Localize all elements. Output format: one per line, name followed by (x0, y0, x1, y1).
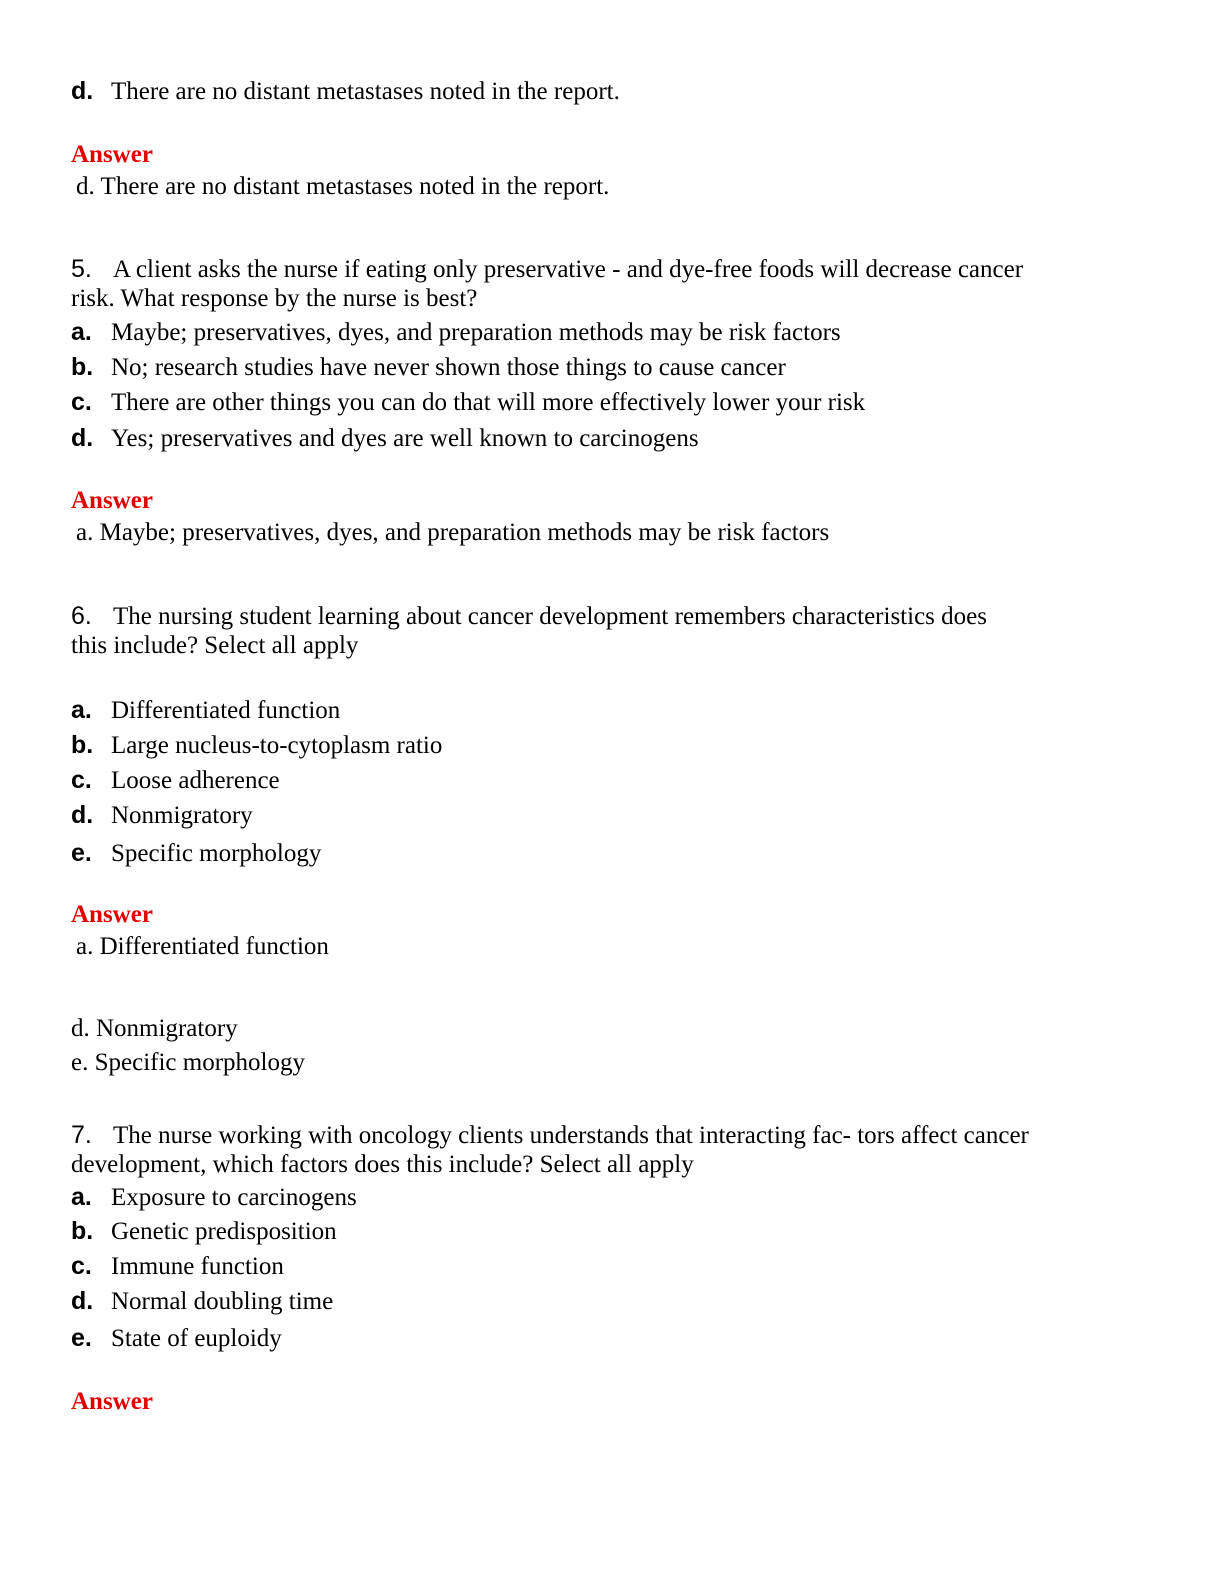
q4-option-d (71, 76, 620, 107)
question-stem: The nurse working with oncology clients understands that interacting fac- tors affect cancer (113, 1122, 1029, 1149)
option-text: No; research studies have never shown those things to cause cancer (111, 354, 786, 381)
option-letter: c. (71, 388, 92, 416)
option-letter: e. (71, 839, 92, 867)
option-text: Large nucleus-to-cytoplasm ratio (111, 732, 443, 759)
question-stem: A client asks the nurse if eating only preservative - and dye-free foods will decrease cancer (113, 256, 1024, 283)
option-letter: c. (71, 1252, 92, 1280)
q4-answer-label: Answer (71, 141, 153, 168)
option-text: Loose adherence (111, 767, 280, 794)
option-text: Specific morphology (111, 840, 322, 867)
q7-option-e (71, 1323, 282, 1354)
option-text: Yes; preservatives and dyes are well known to carcinogens (111, 425, 699, 452)
option-letter: a. (71, 1183, 92, 1211)
q7-option-a (71, 1182, 357, 1213)
q5-answer-label: Answer (71, 487, 153, 514)
option-text: There are no distant metastases noted in the report. (111, 78, 620, 105)
option-letter: d. (71, 424, 94, 452)
option-text: Normal doubling time (111, 1288, 334, 1315)
q4-answer-text: d. There are no distant metastases noted in the report. (76, 173, 610, 200)
q6-stem-line2: this include? Select all apply (71, 632, 359, 659)
option-letter: e. (71, 1324, 92, 1352)
q5-answer-text: a. Maybe; preservatives, dyes, and preparation methods may be risk factors (76, 519, 830, 546)
q6-option-a (71, 695, 340, 726)
option-text: Exposure to carcinogens (111, 1184, 357, 1211)
q7-stem-line2: development, which factors does this include? Select all apply (71, 1151, 694, 1178)
option-letter: d. (71, 801, 94, 829)
option-letter: d. (71, 1287, 94, 1315)
q7-option-d (71, 1286, 333, 1317)
q6-option-e (71, 838, 321, 869)
option-letter: b. (71, 731, 94, 759)
option-letter: d. (71, 77, 94, 105)
q6-stem-line1 (71, 601, 987, 632)
q5-option-b (71, 352, 786, 383)
q6-answer-text-a: a. Differentiated function (76, 933, 329, 960)
option-text: Differentiated function (111, 697, 341, 724)
q6-answer-text-d: d. Nonmigratory (71, 1015, 238, 1042)
question-number: 7. (71, 1121, 92, 1149)
q6-option-c (71, 765, 280, 796)
option-letter: a. (71, 696, 92, 724)
question-number: 5. (71, 255, 92, 283)
q5-option-c (71, 387, 865, 418)
option-text: Immune function (111, 1253, 284, 1280)
q5-stem-line2: risk. What response by the nurse is best? (71, 285, 478, 312)
question-number: 6. (71, 602, 92, 630)
option-text: State of euploidy (111, 1325, 282, 1352)
q6-answer-label: Answer (71, 901, 153, 928)
q7-answer-label: Answer (71, 1388, 153, 1415)
q7-option-b (71, 1216, 337, 1247)
q7-stem-line1 (71, 1120, 1029, 1151)
question-stem: The nursing student learning about cancer development remembers characteristics does (113, 603, 987, 630)
q5-stem-line1 (71, 254, 1023, 285)
q5-option-d (71, 423, 699, 454)
option-text: Genetic predisposition (111, 1218, 337, 1245)
option-letter: b. (71, 353, 94, 381)
option-text: Nonmigratory (111, 802, 253, 829)
q6-answer-text-e: e. Specific morphology (71, 1049, 305, 1076)
option-letter: b. (71, 1217, 94, 1245)
option-text: There are other things you can do that will more effectively lower your risk (111, 389, 866, 416)
q6-option-b (71, 730, 442, 761)
q5-option-a (71, 317, 841, 348)
q7-option-c (71, 1251, 284, 1282)
q6-option-d (71, 800, 253, 831)
option-text: Maybe; preservatives, dyes, and preparation methods may be risk factors (111, 319, 841, 346)
option-letter: a. (71, 318, 92, 346)
option-letter: c. (71, 766, 92, 794)
